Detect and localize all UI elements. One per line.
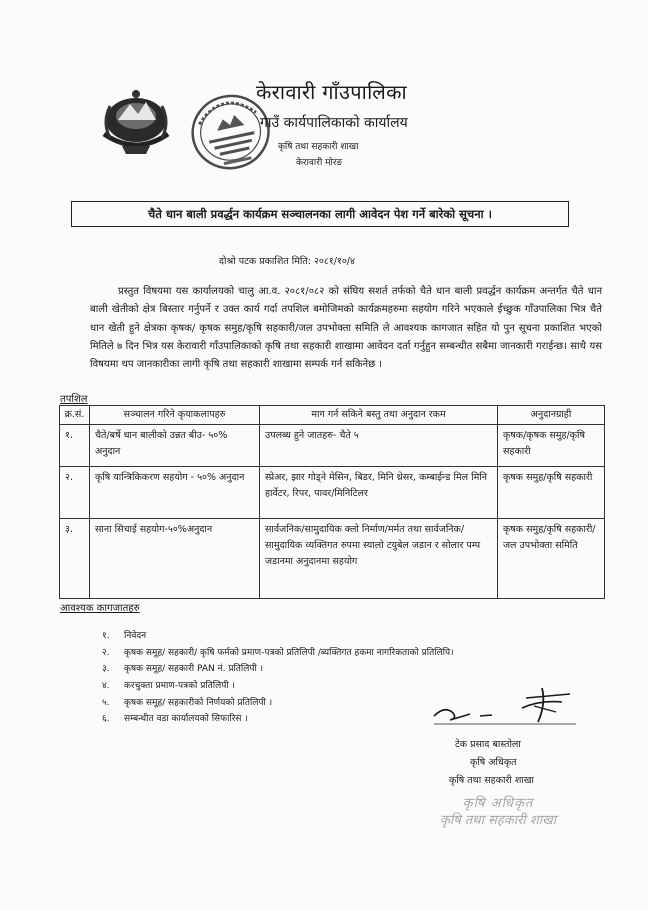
row-recipient: कृषक समुह/कृषि सहकारी <box>498 467 605 519</box>
documents-label: आवश्यक कागजातहरु <box>60 603 140 614</box>
signatory-stamp <box>428 795 568 829</box>
header-recipient: अनुदानग्राही <box>498 406 605 425</box>
list-item-number: १. <box>102 631 110 641</box>
list-item <box>102 695 454 709</box>
list-item-text: निवेदन <box>124 631 147 641</box>
list-item-text: करचुक्ता प्रमाण-पत्रको प्रतिलिपी । <box>124 681 235 692</box>
row-activity: चैते/बर्षे धान बालीको उन्नत बीउ- ५०% अनुदान <box>90 425 260 467</box>
schedule-label: तपशिल <box>60 394 88 405</box>
list-item <box>102 711 454 725</box>
list-item <box>102 645 454 659</box>
required-documents-list <box>102 628 454 728</box>
list-item-number: ४. <box>102 681 110 692</box>
row-activity: कृषि यान्त्रिकिकरण सहयोग - ५०% अनुदान <box>90 467 260 519</box>
row-serial: १. <box>60 425 90 467</box>
list-item-text: कृषक समूह/ सहकारीको निर्णयको प्रतिलिपी । <box>124 697 273 708</box>
list-item-number: २. <box>102 647 110 658</box>
stamp-line-2: कृषि तथा सहकारी शाखा <box>439 813 557 828</box>
notice-subject: चैते धान बाली प्रवर्द्धन कार्यक्रम सञ्चालनका लागी आवेदन पेश गर्ने बारेको सूचना । <box>71 201 569 227</box>
row-serial: २. <box>60 467 90 519</box>
list-item-number: ५. <box>102 697 110 708</box>
nepal-emblem-logo <box>96 86 176 160</box>
signatory-branch: कृषि तथा सहकारी शाखा <box>449 775 534 786</box>
table-row <box>60 425 605 467</box>
office-place: केरावारी मोरङ <box>296 158 343 168</box>
list-item <box>102 678 454 692</box>
list-item-text: कृषक समूह/ सहकारी/ कृषि फर्मको प्रमाण-पत्रको प्रतिलिपी /ब्यक्तिगत हकमा नागरिकताको प्रतिलिपि। <box>124 647 454 658</box>
header-items: माग गर्न सकिने बस्तु तथा अनुदान रकम <box>260 406 498 425</box>
row-serial: ३. <box>60 519 90 599</box>
signatory-name: टेक प्रसाद बास्तोला <box>455 739 521 750</box>
program-details-table <box>59 405 605 599</box>
office-name: केरावारी गाँउपालिका <box>256 80 407 104</box>
list-item-text: सम्बन्धीत वडा कार्यालयको सिफारिस । <box>124 714 248 725</box>
table-row <box>60 519 605 599</box>
signatory-title: कृषि अधिकृत <box>470 757 517 768</box>
notice-body-paragraph: प्रस्तुत विषयमा यस कार्यालयको चालु आ.व. २०८१/०८२ को संघिय सशर्त तर्फको चैते धान बाली प्रवर्द्धन कार्यक्रम अन्तर्गत चैते धान बाली खेतीको क्षेत्र बिस्तार गर्नुपर्ने र उक्त कार्य गर्दा तपशिल बमोजिमको कार्यक्रमहरुमा सहयोग गरिने भएकाले ईच्छुक गाँउपालिका भित्र चैते धान खेती हुने क्षेत्रका कृषक/ कृषक समुह/कृषि सहकारी/जल उपभोक्ता समिति ले आवश्यक कागजात सहित यो पुन सूचना प्रकाशित भएको मितिले ७ दिन भित्र यस केरावारी गाँउपालिकाको कृषि तथा सहकारी शाखामा आवेदन दर्ता गर्नुहुन सम्बन्धीत सबैमा जानकारी गराईन्छ। साथै यस विषयमा थप जानकारीका लागी कृषि तथा सहकारी शाखामा सम्पर्क गर्न सकिनेछ । <box>90 286 602 371</box>
office-branch: कृषि तथा सहकारी शाखा <box>278 142 359 152</box>
office-subtitle: गाउँ कार्यपालिकाको कार्यालय <box>260 115 408 131</box>
list-item-number: ६. <box>102 714 110 725</box>
row-recipient: कृषक समुह/कृषि सहकारी/जल उपभोक्ता समिति <box>498 519 605 599</box>
row-items: सार्वजनिक/सामुदायिक क्लो निर्माण/मर्मत तथा सार्वजनिक/सामुदायिक व्यक्तिगत रुपमा स्यालो टयुबेल जडान र सोलार पम्प जडानमा अनुदानमा सहयोग <box>260 519 498 599</box>
row-recipient: कृषक/कृषक समुह/कृषि सहकारी <box>498 425 605 467</box>
list-item-number: ३. <box>102 664 110 675</box>
list-item <box>102 628 454 642</box>
row-items: स्प्रेअर, झार गोड्ने मेसिन, बिडर, मिनि थ्रेसर, कम्बाईन्ड मिल मिनि हार्वेटर, रिपर, पावर/मिनिटिलर <box>260 467 498 519</box>
stamp-line-1: कृषि अधिकृत <box>462 796 534 811</box>
header-activity: सञ्चालन गरिने कृयाकलापहरु <box>90 406 260 425</box>
row-items: उपलब्ध हुने जातहरु- चैते ५ <box>260 425 498 467</box>
handwritten-signature <box>430 686 580 726</box>
list-item-text: कृषक समूह/ सहकारी PAN नं. प्रतिलिपी । <box>124 664 264 675</box>
header-serial: क्र.सं. <box>60 406 90 425</box>
table-row <box>60 467 605 519</box>
row-activity: साना सिचाई सहयोग-५०%अनुदान <box>90 519 260 599</box>
table-header-row <box>60 406 605 425</box>
list-item <box>102 661 454 675</box>
publication-date: दोश्रो पटक प्रकाशित मिति: २०८१/१०/४ <box>219 256 355 267</box>
